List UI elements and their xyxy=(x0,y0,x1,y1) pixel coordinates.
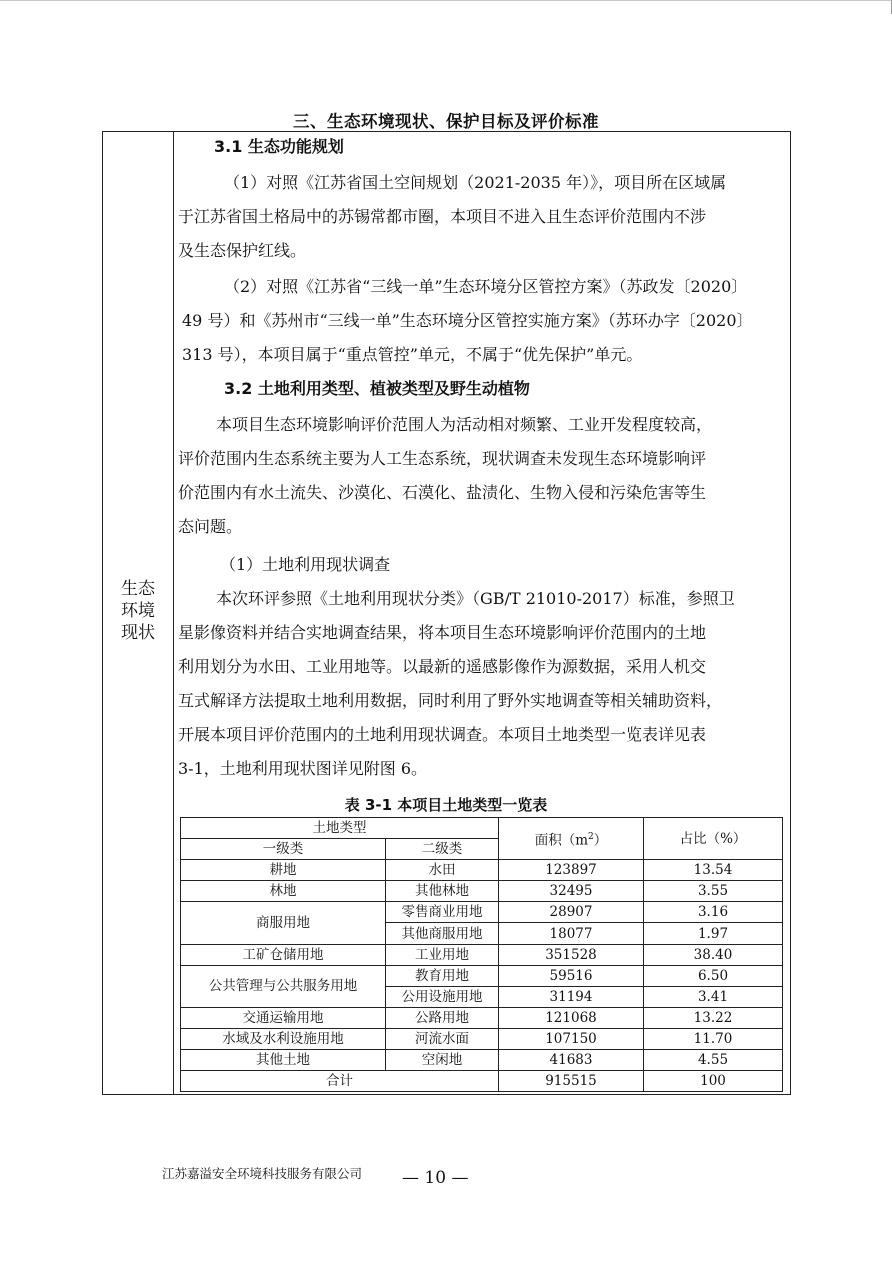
footer-company: 江苏嘉溢安全环境科技服务有限公司 xyxy=(162,1166,363,1181)
para4-line: 3-1，土地利用现状图详见附图 6。 xyxy=(178,759,428,778)
page-number: — 10 — xyxy=(402,1168,469,1188)
para1-line: 于江苏省国土格局中的苏锡常都市圈，本项目不进入且生态评价范围内不涉 xyxy=(178,207,707,226)
cell-level1: 水域及水利设施用地 xyxy=(181,1028,386,1049)
section-title: 三、生态环境现状、保护目标及评价标准 xyxy=(293,112,599,131)
table-row xyxy=(181,902,783,923)
heading-3-2: 3.2 土地利用类型、植被类型及野生动植物 xyxy=(224,379,530,398)
para3-line: 价范围内有水土流失、沙漠化、石漠化、盐渍化、生物入侵和污染危害等生 xyxy=(178,483,707,502)
cell-level2: 空闲地 xyxy=(386,1050,499,1071)
para2-line: 49 号）和《苏州市“三线一单”生态环境分区管控实施方案》（苏环办字〔2020〕 xyxy=(182,311,753,330)
sub-heading-land-survey: （1）土地利用现状调查 xyxy=(220,555,391,574)
cell-area: 41683 xyxy=(499,1050,644,1071)
table-row xyxy=(181,881,783,902)
cell-area: 28907 xyxy=(499,902,644,923)
para4-line: 利用划分为水田、工业用地等。以最新的遥感影像作为源数据，采用人机交 xyxy=(178,657,707,676)
table-total-row xyxy=(181,1071,783,1092)
para2-line: 313 号），本项目属于“重点管控”单元，不属于“优先保护”单元。 xyxy=(182,345,643,364)
para4-line: 本次环评参照《土地利用现状分类》（GB/T 21010-2017）标准，参照卫 xyxy=(216,589,735,608)
table-row xyxy=(181,1007,783,1028)
table-row xyxy=(181,944,783,965)
para4-line: 星影像资料并结合实地调查结果，将本项目生态环境影响评价范围内的土地 xyxy=(178,623,707,642)
cell-ratio: 4.55 xyxy=(644,1050,783,1071)
cell-area: 351528 xyxy=(499,944,644,965)
cell-area: 121068 xyxy=(499,1007,644,1028)
cell-level1: 林地 xyxy=(181,881,386,902)
cell-area: 59516 xyxy=(499,965,644,986)
cell-level2: 水田 xyxy=(386,860,499,881)
cell-level1: 交通运输用地 xyxy=(181,1007,386,1028)
cell-area: 32495 xyxy=(499,881,644,902)
cell-level1: 耕地 xyxy=(181,860,386,881)
para3-line: 本项目生态环境影响评价范围人为活动相对频繁、工业开发程度较高， xyxy=(216,415,713,434)
header-level2: 二级类 xyxy=(386,839,499,860)
cell-level2: 河流水面 xyxy=(386,1028,499,1049)
table-row xyxy=(181,860,783,881)
column-divider xyxy=(173,132,174,1094)
cell-ratio: 11.70 xyxy=(644,1028,783,1049)
cell-ratio: 3.55 xyxy=(644,881,783,902)
cell-ratio: 3.41 xyxy=(644,986,783,1007)
cell-level2: 公用设施用地 xyxy=(386,986,499,1007)
cell-ratio: 1.97 xyxy=(644,923,783,944)
para2-line: （2）对照《江苏省“三线一单”生态环境分区管控方案》（苏政发〔2020〕 xyxy=(224,277,748,296)
cell-area: 18077 xyxy=(499,923,644,944)
cell-level1: 商服用地 xyxy=(181,902,386,944)
cell-ratio: 13.22 xyxy=(644,1007,783,1028)
land-type-table xyxy=(180,817,783,1092)
page-top-edge xyxy=(0,0,892,1)
cell-level2: 其他林地 xyxy=(386,881,499,902)
para1-line: （1）对照《江苏省国土空间规划（2021-2035 年）》，项目所在区域属 xyxy=(224,173,727,192)
para4-line: 开展本项目评价范围内的土地利用现状调查。本项目土地类型一览表详见表 xyxy=(178,725,707,744)
header-land-type: 土地类型 xyxy=(181,818,499,839)
table-row xyxy=(181,965,783,986)
cell-area: 31194 xyxy=(499,986,644,1007)
para3-line: 评价范围内生态系统主要为人工生态系统，现状调查未发现生态环境影响评 xyxy=(178,449,707,468)
side-label: 生态 环境 现状 xyxy=(121,579,155,643)
header-area: 面积$(m^2)$ xyxy=(499,818,644,860)
cell-ratio: 38.40 xyxy=(644,944,783,965)
cell-level2: 公路用地 xyxy=(386,1007,499,1028)
cell-area: 107150 xyxy=(499,1028,644,1049)
para1-line: 及生态保护红线。 xyxy=(178,241,307,260)
table-row xyxy=(181,1050,783,1071)
cell-level2: 其他商服用地 xyxy=(386,923,499,944)
cell-ratio: 6.50 xyxy=(644,965,783,986)
cell-level1: 其他土地 xyxy=(181,1050,386,1071)
table-row xyxy=(181,1028,783,1049)
total-label: 合计 xyxy=(181,1071,499,1092)
cell-level2: 零售商业用地 xyxy=(386,902,499,923)
para4-line: 互式解译方法提取土地利用数据，同时利用了野外实地调查等相关辅助资料， xyxy=(178,691,723,710)
cell-area: 123897 xyxy=(499,860,644,881)
total-ratio: 100 xyxy=(644,1071,783,1092)
table-caption: 表 3-1 本项目土地类型一览表 xyxy=(344,796,548,814)
table-header-row xyxy=(181,818,783,839)
cell-ratio: 13.54 xyxy=(644,860,783,881)
cell-level1: 公共管理与公共服务用地 xyxy=(181,965,386,1007)
para3-line: 态问题。 xyxy=(178,517,243,536)
total-area: 915515 xyxy=(499,1071,644,1092)
header-level1: 一级类 xyxy=(181,839,386,860)
cell-level2: 教育用地 xyxy=(386,965,499,986)
cell-level1: 工矿仓储用地 xyxy=(181,944,386,965)
cell-ratio: 3.16 xyxy=(644,902,783,923)
heading-3-1: 3.1 生态功能规划 xyxy=(214,137,344,156)
cell-level2: 工业用地 xyxy=(386,944,499,965)
header-ratio: 占比（%） xyxy=(644,818,783,860)
